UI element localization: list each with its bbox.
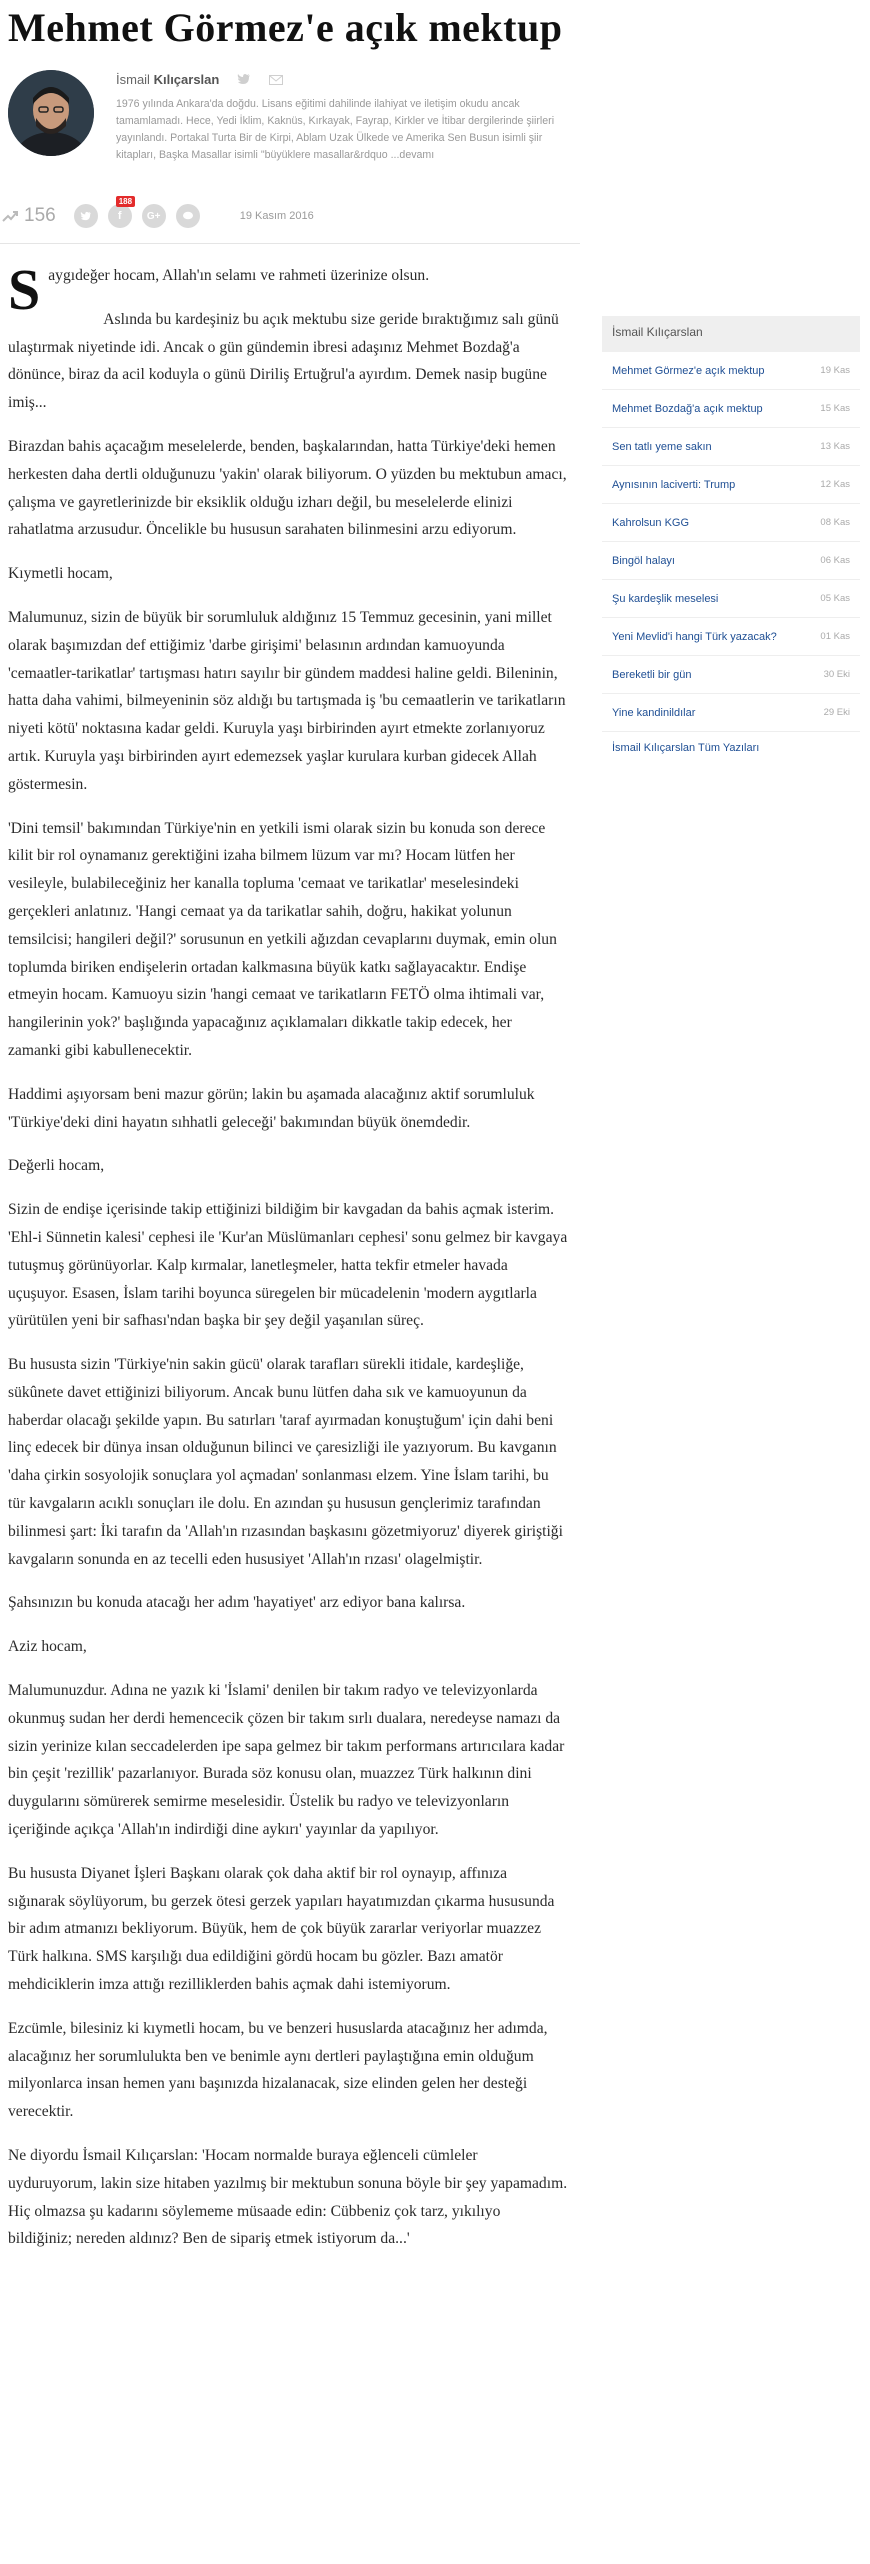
sidebar-item-title[interactable]: Yeni Mevlid'i hangi Türk yazacak?: [612, 630, 777, 643]
all-articles-link[interactable]: İsmail Kılıçarslan Tüm Yazıları: [612, 742, 760, 754]
sidebar-item-title[interactable]: Aynısının laciverti: Trump: [612, 478, 736, 491]
paragraph: Malumunuz, sizin de büyük bir sorumluluk aldığınız 15 Temmuz gecesinin, yani millet olarak başımızdan def ettiğimiz 'darbe girişimi' belasının ardından kamuoyunda 'cemaatler-tarikatlar' tartışması hatırı sayılır bir gündem maddesi haline geldi. Bileninin, hatta daha vahimi, bilmeyeninin söz aldığı bu tartışmada iş 'bu cemaatlerin ve tarikatların niyeti kötü' noktasına kadar geldi. Kuruyla yaşı birbirinden ayırt etmekte zorlanıyoruz artık. Kuruyla yaşı birbirinden ayırt edemezsek yaşlar kurulara kurban gidecek Allah göstermesin.: [8, 608, 566, 793]
sidebar-item[interactable]: [602, 504, 860, 542]
sidebar-item-title[interactable]: Bereketli bir gün: [612, 668, 692, 681]
paragraph: Bu hususta Diyanet İşleri Başkanı olarak çok daha aktif bir rol oynayıp, affınıza sığınarak söylüyorum, bu gerzek ötesi gerzek yapıları hayatımızdan çıkarma hususunda bir adım atmanızı bekliyorum. Büyük, hem de çok büyük zararlar veriyorlar muazzez Türk halkına. SMS karşılığı dua edildiğini gördü hocam bu gözler. Bazı amatör mehdiciklerin imza attığı rezilliklerden bahis açmak dahi istemiyorum.: [8, 1864, 555, 1994]
sidebar-item-date: 13 Kas: [820, 441, 850, 452]
sidebar-item-date: 01 Kas: [820, 631, 850, 642]
sidebar-item[interactable]: [602, 656, 860, 694]
salutation: Kıymetli hocam,: [8, 565, 113, 583]
sidebar-list: [602, 352, 860, 732]
sidebar-item[interactable]: [602, 390, 860, 428]
sidebar-item[interactable]: [602, 542, 860, 580]
paragraph: Ne diyordu İsmail Kılıçarslan: 'Hocam normalde buraya eğlenceli cümleler uyduruyorum, lakin size hitaben yazılmış bir mektubun sonuna böyle bir şey yapamadım. Hiç olmazsa şu kadarını söylememe müsaade edin: Cübbeniz çok tarz, yıkılıyo bildiğiniz; nereden aldınız? Ben de sipariş etmek istiyorum da...': [8, 2147, 568, 2248]
trend-icon: [2, 210, 18, 222]
twitter-icon[interactable]: [237, 73, 251, 88]
author-avatar[interactable]: [8, 70, 94, 156]
byline: [116, 72, 283, 88]
sidebar-item-date: 05 Kas: [820, 593, 850, 604]
share-bar: [0, 198, 580, 234]
sidebar-item-date: 15 Kas: [820, 403, 850, 414]
sidebar-item[interactable]: [602, 618, 860, 656]
author-articles-sidebar: [602, 316, 860, 764]
facebook-icon[interactable]: [108, 197, 133, 228]
sidebar-item-date: 06 Kas: [820, 555, 850, 566]
author-last-name[interactable]: Kılıçarslan: [153, 72, 220, 87]
article-title: Mehmet Görmez'e açık mektup: [8, 5, 563, 50]
author-bio: 1976 yılında Ankara'da doğdu. Lisans eğitimi dahilinde ilahiyat ve iletişim okudu ancak tamamlamadı. Hece, Yedi İklim, Kaknüs, Kırkayak, Fayrap, Kirkler ve İtibar dergilerinde şiirleri yayınlandı. Portakal Turta Bir de Kirpi, Ablam Uzak Ülkede ve Amerika Sen Busun isimli şiir kitapları, Başka Masallar isimli "büyüklere masallar&rdquo ...devamı: [116, 98, 555, 161]
author-first-name: İsmail: [116, 72, 150, 87]
google-plus-glyph: G+: [146, 210, 161, 222]
sidebar-item[interactable]: [602, 694, 860, 732]
sidebar-item-date: 19 Kas: [820, 365, 850, 376]
salutation: Aziz hocam,: [8, 1638, 87, 1656]
article-body: [8, 257, 568, 2269]
paragraph-text: aygıdeğer hocam, Allah'ın selamı ve rahmeti üzerinize olsun.: [48, 267, 430, 284]
sidebar-item[interactable]: [602, 580, 860, 618]
sidebar-item[interactable]: [602, 428, 860, 466]
facebook-glyph: f: [117, 210, 122, 222]
comment-icon[interactable]: [176, 204, 200, 228]
paragraph: Sizin de endişe içerisinde takip ettiğinizi bildiğim bir kavgadan da bahis açmak isterim. 'Ehl-i Sünnetin kalesi' cephesi ile 'Kur'an Müslümanları cephesi' sonu gelmez bir kavgaya tutuşmuş görünüyorlar. Kalp kırmalar, lanetleşmeler, hatta tekfir etmeler havada uçuşuyor. Esasen, İslam tarihi boyunca süregelen bir mücadelenin 'modern aygıtlarla yürütülen yeni bir safhası'ndan başka bir şey değil yaşanılan süreç.: [8, 1201, 568, 1330]
mail-icon[interactable]: [269, 73, 283, 88]
paragraph: Aslında bu kardeşiniz bu açık mektubu size geride bıraktığımız salı günü ulaştırmak niyetinde idi. Ancak o gün gündemin ibresi adaşınız Mehmet Bozdağ'a dönünce, biraz da acil koduyla o günü Diriliş Ertuğrul'a ayırdım. Demek nasip bugüne imiş...: [8, 310, 559, 412]
paragraph: Birazdan bahis açacağım meselelerde, benden, başkalarından, hatta Türkiye'deki hemen herkesten daha dertli olduğunuzu 'yakin' olarak biliyorum. O yüzden bu mektubun amacı, çalışma ve gayretlerinizde bir eksiklik olduğu izharı değil, bu meselelerde elinizi rahatlatma arzusudur. Öncelikle bu hususun sarahaten bilinmesini arzu ediyorum.: [8, 437, 567, 539]
share-count: 156: [24, 205, 56, 226]
comment-count-badge: 188: [116, 196, 135, 207]
sidebar-item-date: 08 Kas: [820, 517, 850, 528]
sidebar-item-title[interactable]: Yine kandinildılar: [612, 706, 696, 719]
paragraph: Bu hususta sizin 'Türkiye'nin sakin gücü' olarak tarafları sürekli itidale, kardeşliğe, sükûnete davet ettiğinizi biliyorum. Ancak bunu lütfen daha sık ve kamuoyunun da haberdar olacağı şekilde yapın. Bu satırları 'taraf ayırmadan konuştuğum' için dahi beni linç edecek bir dünya insan olduğunun bilinci ve çaresizliği ile yazıyorum. Bu kavganın 'daha çirkin sosyolojik sonuçlara yol açmadan' sonlanması elzem. Yine İslam tarihi, bu tür kavgaların acıklı sonuçları ile dolu. En azından şu hususun gençlerimiz tarafından bilinmesi şart: İki tarafın da 'Allah'ın rızasından başkasını gözetmiyoruz' diyerek giriştiği kavgaların sonunda en az tecelli eden hususiyet 'Allah'ın rızası' olagelmiştir.: [8, 1356, 563, 1568]
sidebar-item-title[interactable]: Şu kardeşlik meselesi: [612, 592, 719, 605]
sidebar-item-title[interactable]: Mehmet Bozdağ'a açık mektup: [612, 402, 763, 415]
paragraph: Ezcümle, bilesiniz ki kıymetli hocam, bu ve benzeri hususlarda atacağınız her adımda, alacağınız her sorumlulukta ben ve benimle aynı dertleri paylaştığına emin olduğum milyonlarca insan hemen yanı başınızda hizalanacak, size elinden gelen her desteği verecektir.: [8, 2019, 548, 2121]
sidebar-item[interactable]: [602, 352, 860, 390]
dropcap: S: [8, 257, 41, 322]
sidebar-item-title[interactable]: Bingöl halayı: [612, 554, 675, 567]
google-plus-icon[interactable]: [142, 204, 166, 228]
paragraph: [8, 257, 568, 322]
salutation: Değerli hocam,: [8, 1157, 105, 1175]
sidebar-item-title[interactable]: Sen tatlı yeme sakın: [612, 440, 712, 453]
sidebar-item-title[interactable]: Kahrolsun KGG: [612, 516, 690, 529]
paragraph: Haddimi aşıyorsam beni mazur görün; lakin bu aşamada alacağınız aktif sorumluluk 'Türkiye'deki dini hayatın sıhhatli geleceği' bakımından büyük önemdedir.: [8, 1085, 535, 1131]
sidebar-heading[interactable]: İsmail Kılıçarslan: [602, 316, 860, 352]
paragraph: Şahsınızın bu konuda atacağı her adım 'hayatiyet' arz ediyor bana kalırsa.: [8, 1594, 466, 1612]
paragraph: 'Dini temsil' bakımından Türkiye'nin en yetkili ismi olarak sizin bu konuda son derece kilit bir rol oynamanız gerektiğini izaha bilmem lüzum var mı? Hocam lütfen her vesileyle, bulabileceğiniz her kanalla topluma 'cemaat ve tarikatlar' meselesindeki gerçekleri anlatınız. 'Hangi cemaat ya da tarikatlar sahih, doğru, hakikat yolunun temsilcisi; hangileri değil?' sorusunun en yetkili ağızdan cevaplarını duymak, emin olun toplumda biriken endişelerin ortadan kalkmasına büyük katkı sağlayacaktır. Endişe etmeyin hocam. Kamuoyu sizin 'hangi cemaat ve tarikatların FETÖ olma ihtimali var, hangilerinin yok?' başlığında yapacağınız açıklamaları dikkatle takip edecek, her zamanki gibi kabullenecektir.: [8, 819, 557, 1059]
sidebar-item-date: 30 Eki: [823, 669, 850, 680]
sidebar-item[interactable]: [602, 466, 860, 504]
sidebar-item-title[interactable]: Mehmet Görmez'e açık mektup: [612, 364, 765, 377]
paragraph: Malumunuzdur. Adına ne yazık ki 'İslami' denilen bir takım radyo ve televizyonlarda okunmuş sudan her derdi hemencecik çözen bir takım sırlı dualara, neredeyse namazı da sizin yerinize kılan seccadelerden ipe sapa gelmez bir takım performans artırıcılara kadar bin çeşit 'rezillik' pazarlanıyor. Burada söz konusu olan, muazzez Türk halkının dini duygularını sömürerek semirme meselesidir. Üstelik bu radyo ve televizyonların içeriğinde açıkça 'Allah'ın indirdiği dine aykırı' yayınlar da yapılıyor.: [8, 1682, 565, 1839]
divider: [0, 243, 580, 244]
twitter-share-icon[interactable]: [74, 204, 98, 228]
publish-date: 19 Kasım 2016: [239, 210, 314, 222]
sidebar-item-date: 12 Kas: [820, 479, 850, 490]
sidebar-item-date: 29 Eki: [823, 707, 850, 718]
